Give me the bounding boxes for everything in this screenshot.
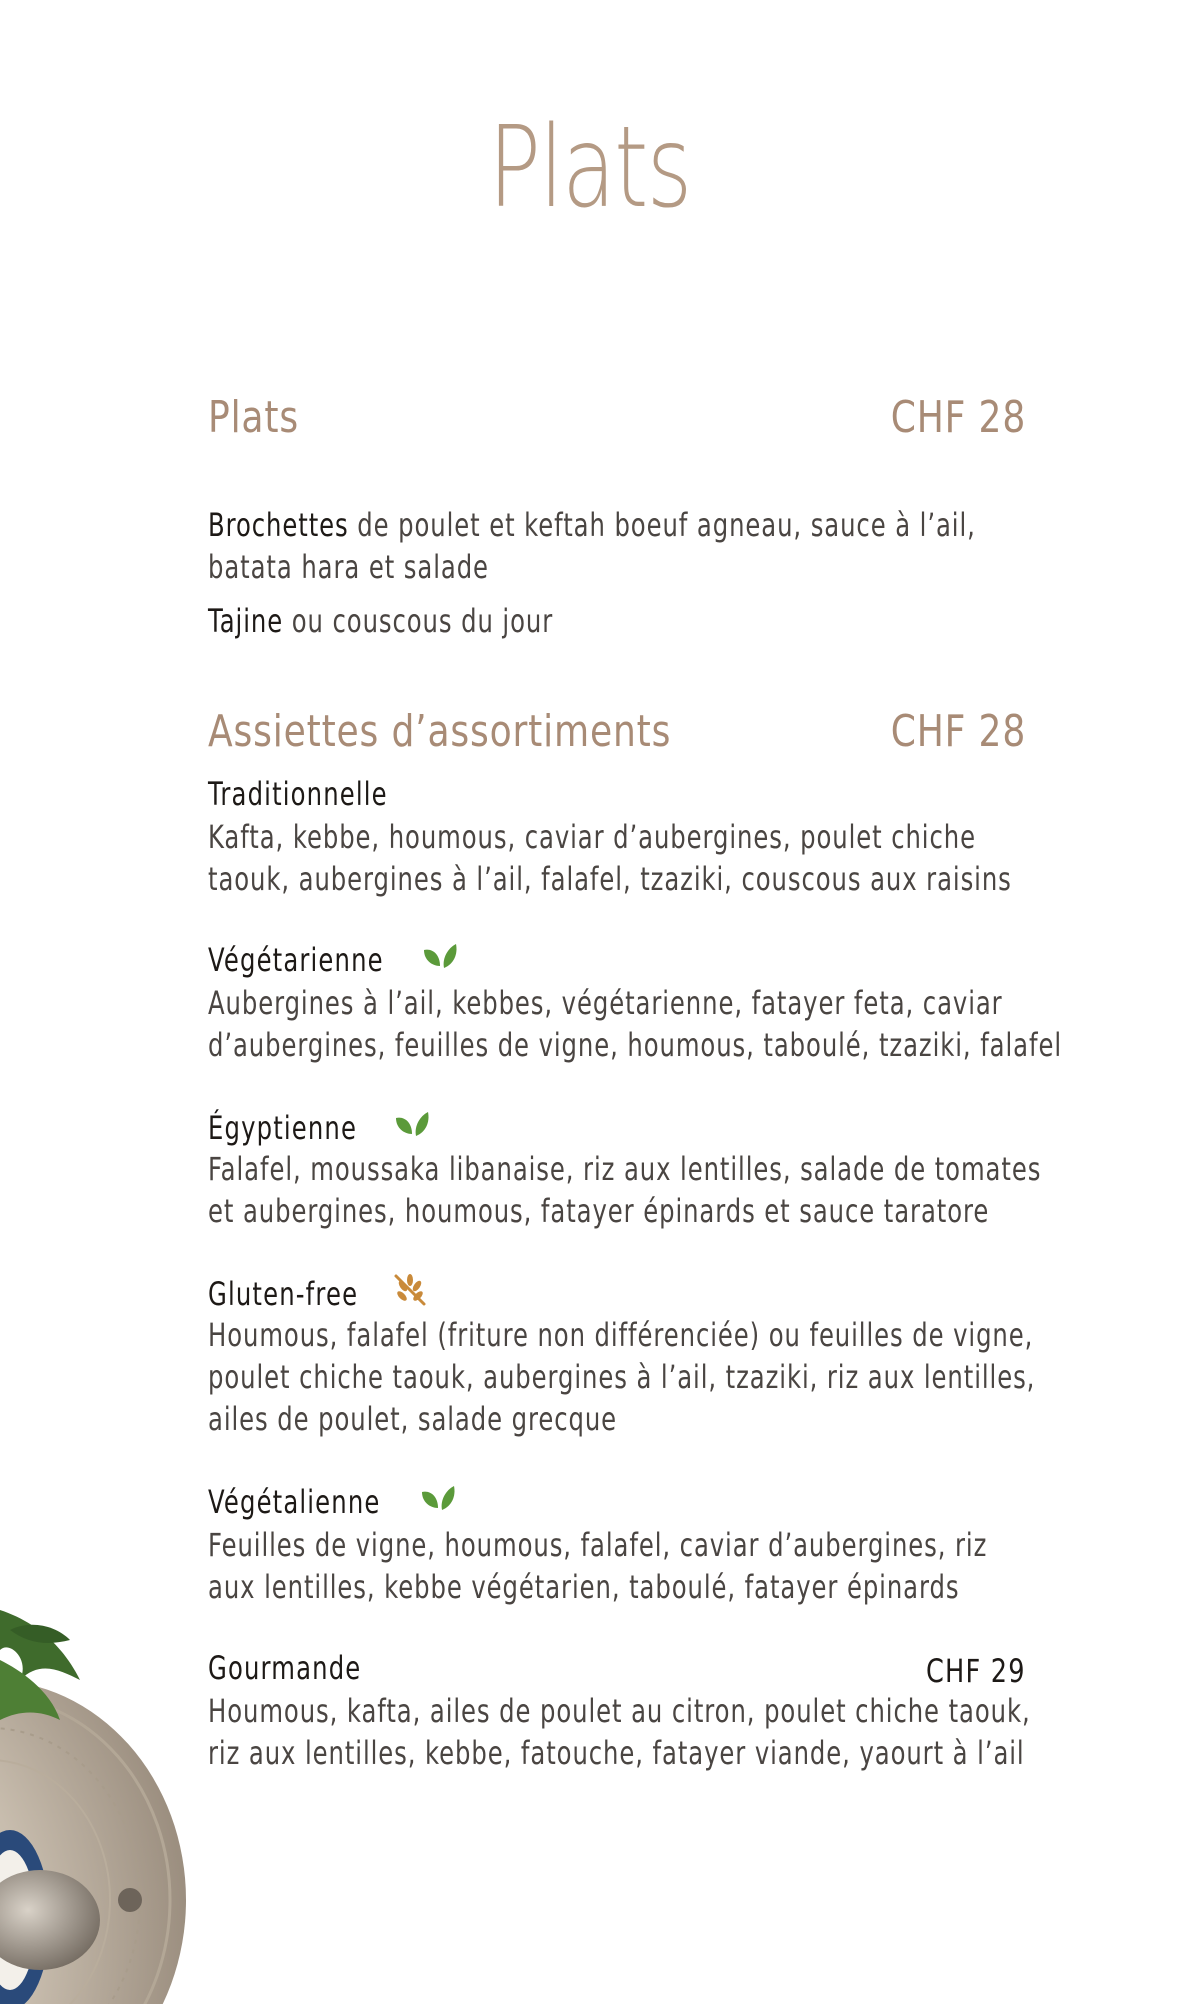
item-price: CHF 29 [926, 1652, 1026, 1690]
menu-item-traditionnelle [208, 772, 445, 816]
item-desc-line: taouk, aubergines à l’ail, falafel, tzaziki, couscous aux raisins [208, 860, 1012, 898]
decorative-tray-image [0, 1600, 200, 2004]
section-plats-header [208, 392, 1026, 452]
leaf-icon [418, 1482, 458, 1518]
item-desc-line: Houmous, kafta, ailes de poulet au citron, poulet chiche taouk, [208, 1692, 1031, 1730]
menu-item-gluten-free [208, 1272, 406, 1316]
section-assiettes-header [208, 706, 1026, 766]
item-desc-line: Feuilles de vigne, houmous, falafel, caviar d’aubergines, riz [208, 1526, 988, 1564]
item-desc-line: poulet chiche taouk, aubergines à l’ail, tzaziki, riz aux lentilles, [208, 1358, 1036, 1396]
leaf-icon [420, 940, 460, 976]
menu-item-egyptienne [208, 1106, 404, 1150]
section-price: CHF 28 [890, 706, 1026, 757]
item-name: Traditionnelle [208, 775, 388, 813]
leaf-icon [392, 1108, 432, 1144]
item-desc-line: et aubergines, houmous, fatayer épinards et sauce taratore [208, 1192, 990, 1230]
item-name: Brochettes [208, 506, 349, 544]
item-desc-line: Falafel, moussaka libanaise, riz aux lentilles, salade de tomates [208, 1150, 1042, 1188]
item-desc-line: Kafta, kebbe, houmous, caviar d’aubergines, poulet chiche [208, 818, 976, 856]
section-title: Assiettes d’assortiments [208, 706, 672, 757]
item-desc [208, 1314, 1044, 1440]
menu-item-tajine [208, 600, 1044, 642]
item-name: Égyptienne [208, 1109, 358, 1147]
item-desc-line: de poulet et keftah boeuf agneau, sauce à l’ail, [348, 506, 976, 544]
item-desc [208, 1690, 1044, 1774]
menu-item-vegetalienne [208, 1480, 435, 1524]
item-desc-line: riz aux lentilles, kebbe, fatouche, fatayer viande, yaourt à l’ail [208, 1734, 1025, 1772]
item-desc [208, 1524, 1044, 1608]
item-desc-line: Aubergines à l’ail, kebbes, végétarienne, fatayer feta, caviar [208, 984, 1003, 1022]
item-name: Gluten-free [208, 1275, 359, 1313]
wheat-crossed-icon [390, 1272, 430, 1308]
item-desc-line: ou couscous du jour [283, 602, 554, 640]
item-name: Végétalienne [208, 1483, 381, 1521]
item-desc-line: d’aubergines, feuilles de vigne, houmous, taboulé, tzaziki, falafel [208, 1026, 1063, 1064]
menu-item-brochettes [208, 504, 1044, 588]
item-desc-line: aux lentilles, kebbe végétarien, taboulé, fatayer épinards [208, 1568, 960, 1606]
menu-item-vegetarienne [208, 938, 439, 982]
menu-item-gourmande [208, 1646, 410, 1690]
item-desc-line: Houmous, falafel (friture non différenciée) ou feuilles de vigne, [208, 1316, 1034, 1354]
page-title: Plats [488, 103, 691, 233]
item-desc-line: batata hara et salade [208, 548, 489, 586]
item-desc [208, 1148, 1044, 1232]
item-name: Tajine [208, 602, 284, 640]
section-price: CHF 28 [890, 392, 1026, 443]
item-name: Végétarienne [208, 941, 384, 979]
item-desc [208, 816, 1044, 900]
item-name: Gourmande [208, 1649, 362, 1687]
item-desc-line: ailes de poulet, salade grecque [208, 1400, 618, 1438]
section-title: Plats [208, 392, 299, 443]
item-desc [208, 982, 1063, 1066]
